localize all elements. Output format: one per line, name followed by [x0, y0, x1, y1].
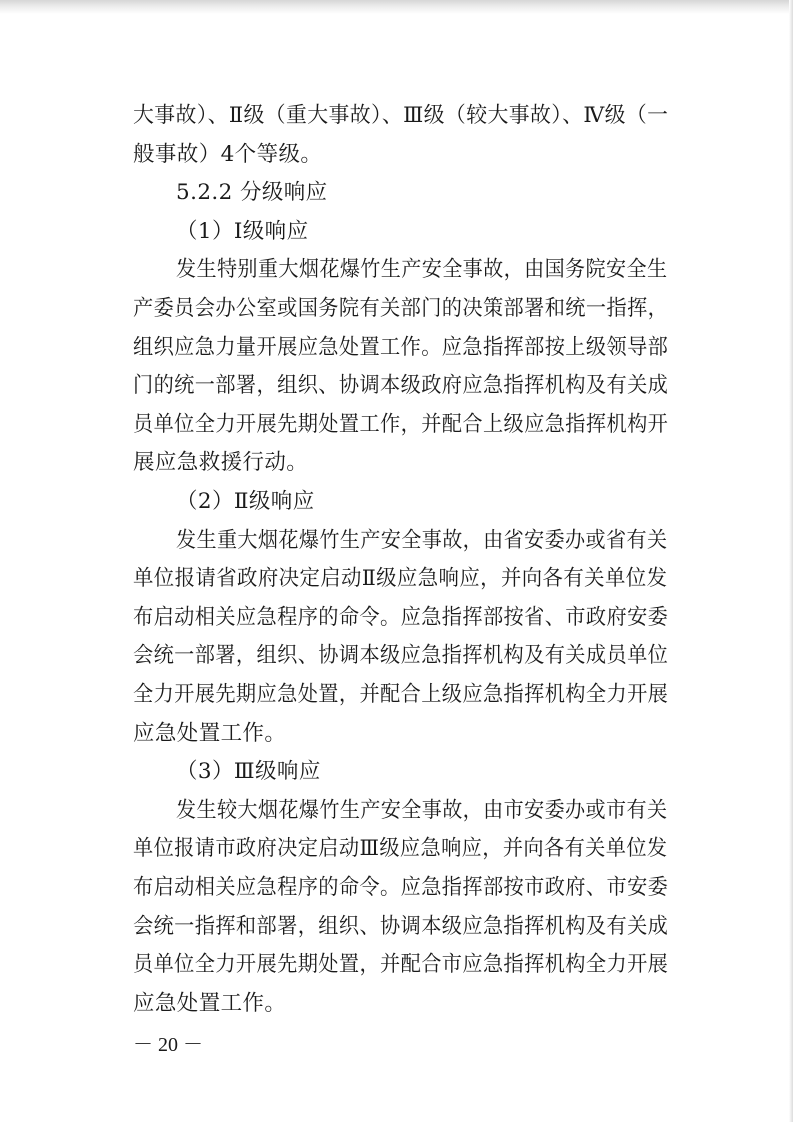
scan-right-edge — [789, 0, 793, 1122]
text-line: 发生重大烟花爆竹生产安全事故，由省安委办或省有关 — [176, 528, 668, 553]
subsection-heading: （1）Ⅰ级响应 — [176, 219, 309, 244]
subsection-heading: （2）Ⅱ级响应 — [176, 489, 315, 514]
text-line: 组织应急力量开展应急处置工作。应急指挥部按上级领导部 — [133, 335, 669, 360]
scan-top-edge — [0, 0, 793, 14]
text-line: 门的统一部署，组织、协调本级政府应急指挥机构及有关成 — [133, 373, 669, 398]
text-line: 单位报请省政府决定启动Ⅱ级应急响应，并向各有关单位发 — [133, 566, 668, 591]
text-line: 产委员会办公室或国务院有关部门的决策部署和统一指挥， — [133, 296, 669, 321]
text-line: 员单位全力开展先期处置工作，并配合上级应急指挥机构开 — [133, 412, 669, 437]
text-line: 发生特别重大烟花爆竹生产安全事故，由国务院安全生 — [176, 257, 668, 282]
text-line: 员单位全力开展先期处置，并配合市应急指挥机构全力开展 — [133, 952, 669, 977]
text-line: 全力开展先期应急处置，并配合上级应急指挥机构全力开展 — [133, 682, 669, 707]
text-line: 布启动相关应急程序的命令。应急指挥部按省、市政府安委 — [133, 605, 669, 630]
text-line: 展应急救援行动。 — [133, 450, 309, 475]
page-number: － 20 － — [133, 1034, 203, 1056]
text-line: 单位报请市政府决定启动Ⅲ级应急响应，并向各有关单位发 — [133, 836, 668, 861]
text-line: 应急处置工作。 — [133, 991, 287, 1016]
subsection-heading: （3）Ⅲ级响应 — [176, 759, 321, 784]
text-line: 会统一部署，组织、协调本级应急指挥机构及有关成员单位 — [133, 643, 669, 668]
text-line: 应急处置工作。 — [133, 721, 287, 746]
text-line: 般事故）4个等级。 — [133, 142, 323, 167]
text-line: 布启动相关应急程序的命令。应急指挥部按市政府、市安委 — [133, 875, 669, 900]
section-heading: 5.2.2 分级响应 — [176, 180, 328, 205]
text-line: 大事故）、Ⅱ级（重大事故）、Ⅲ级（较大事故）、Ⅳ级（一 — [133, 103, 669, 128]
text-line: 会统一指挥和部署，组织、协调本级应急指挥机构及有关成 — [133, 914, 669, 939]
text-line: 发生较大烟花爆竹生产安全事故，由市安委办或市有关 — [176, 798, 668, 823]
